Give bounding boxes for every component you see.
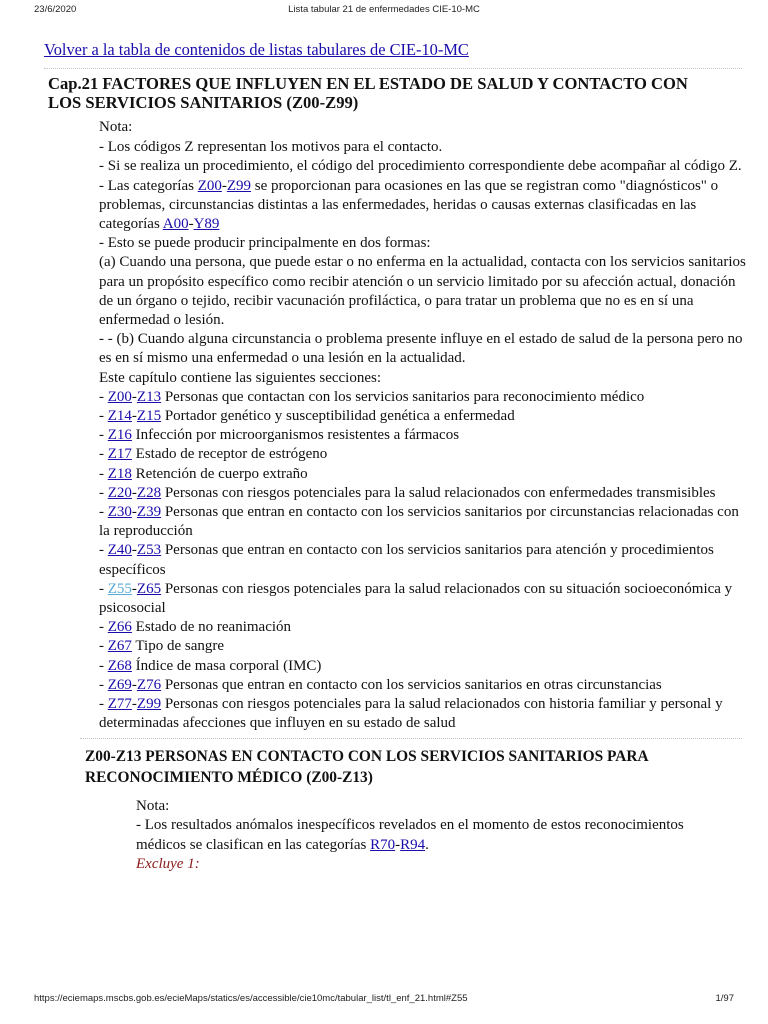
code-link[interactable]: Z20 (107, 484, 132, 501)
section-item: - Z00-Z13 Personas que contactan con los servicios sanitarios para reconocimiento médico (99, 388, 645, 405)
sections-list (99, 388, 749, 734)
section-item: - Z69-Z76 Personas que entran en contacto con los servicios sanitarios en otras circunstancias (99, 676, 662, 693)
section-item: - Z40-Z53 Personas que entran en contacto con los servicios sanitarios para atención y procedimientos específicos (99, 542, 714, 578)
excludes-label: Excluye 1: (136, 856, 200, 872)
code-link[interactable]: Z15 (136, 408, 162, 425)
code-link[interactable]: Z77 (107, 696, 132, 713)
code-link[interactable]: Z00 (197, 177, 222, 194)
note-line: (a) Cuando una persona, que puede estar o no enferma en la actualidad, contacta con los servicios sanitarios para un propósito específico como recibir atención o un servicio limitado por su afección actual, donación de un órgano o tejido, recibir vacunación profiláctica, o para tratar un problema que no es en sí una enfermedad o lesión. (99, 254, 746, 329)
code-link[interactable]: Z13 (136, 388, 162, 405)
code-link[interactable]: Z14 (107, 408, 132, 425)
print-url: https://eciemaps.mscbs.gob.es/ecieMaps/statics/es/accessible/cie10mc/tabular_list/tl_enf_21.html#Z55 (34, 993, 468, 1004)
note-line: - Esto se puede producir principalmente en dos formas: (99, 235, 431, 252)
section-text: Personas con riesgos potenciales para la salud relacionados con historia familiar y personal y determinadas afecciones que influyen en su estado de salud (99, 696, 723, 732)
section-text: Personas que entran en contacto con los servicios sanitarios para atención y procedimientos específicos (99, 542, 714, 578)
section-item: - Z16 Infección por microorganismos resistentes a fármacos (99, 427, 460, 444)
section-text: Retención de cuerpo extraño (135, 465, 308, 482)
section-text: Portador genético y susceptibilidad genética a enfermedad (164, 408, 515, 425)
section-text: Personas que entran en contacto con los servicios sanitarios por circunstancias relacionadas con la reproducción (99, 504, 739, 540)
code-link[interactable]: Z53 (136, 542, 162, 559)
page-number: 1/97 (715, 993, 734, 1004)
code-link[interactable]: Z16 (107, 427, 132, 444)
print-header (0, 4, 768, 18)
note-line: - Si se realiza un procedimiento, el código del procedimiento correspondiente debe acompañar al código Z. (99, 158, 742, 175)
divider (44, 68, 742, 69)
section-text: Personas con riesgos potenciales para la salud relacionados con enfermedades transmisibles (164, 484, 716, 501)
page-content (44, 40, 744, 875)
section-item: - Z68 Índice de masa corporal (IMC) (99, 657, 322, 674)
code-link[interactable]: Z99 (226, 177, 252, 194)
section-item: - Z18 Retención de cuerpo extraño (99, 465, 308, 482)
code-link[interactable]: R70 (370, 836, 396, 853)
section-item: - Z30-Z39 Personas que entran en contacto con los servicios sanitarios por circunstancias relacionadas con la reproducción (99, 504, 739, 540)
code-link[interactable]: Y89 (193, 216, 220, 233)
note-text: . (425, 836, 429, 853)
subsection-title: Z00-Z13 PERSONAS EN CONTACTO CON LOS SERVICIOS SANITARIOS PARA RECONOCIMIENTO MÉDICO (Z00-Z13) (85, 747, 648, 786)
section-text: Personas que contactan con los servicios sanitarios para reconocimiento médico (164, 388, 645, 405)
code-link[interactable]: Z66 (107, 619, 132, 636)
back-to-toc-link[interactable]: Volver a la tabla de contenidos de listas tabulares de CIE-10-MC (44, 40, 469, 59)
code-link[interactable]: Z39 (136, 504, 162, 521)
code-link[interactable]: Z30 (107, 504, 132, 521)
section-text: Personas con riesgos potenciales para la salud relacionados con su situación socioeconómica y psicosocial (99, 580, 733, 617)
note-text: - Las categorías (99, 177, 198, 194)
code-link[interactable]: Z68 (107, 657, 132, 674)
section-item: - Z66 Estado de no reanimación (99, 619, 292, 636)
section-text: Estado de no reanimación (135, 619, 292, 636)
section-item: - Z55-Z65 Personas con riesgos potenciales para la salud relacionados con su situación socioeconómica y psicosocial (99, 580, 733, 617)
section-item: - Z77-Z99 Personas con riesgos potenciales para la salud relacionados con historia familiar y personal y determinadas afecciones que influyen en su estado de salud (99, 696, 723, 732)
divider (80, 738, 742, 739)
section-text: Infección por microorganismos resistentes a fármacos (135, 427, 460, 444)
note-text: - Los resultados anómalos inespecíficos revelados en el momento de estos reconocimientos médicos se clasifican en las categorías (136, 817, 684, 853)
note-line: - Los resultados anómalos inespecíficos revelados en el momento de estos reconocimientos médicos se clasifican en las categorías R70-R94. (136, 817, 684, 853)
section-item: - Z17 Estado de receptor de estrógeno (99, 446, 328, 463)
note-text: se proporcionan para ocasiones en las que se registran como "diagnósticos" o problemas, circunstancias distintas a las enfermedades, heridas o causas externas clasificadas en las categorías (99, 177, 719, 233)
note-line: - - (b) Cuando alguna circunstancia o problema presente influye en el estado de salud de la persona pero no es en sí mismo una enfermedad o una lesión en la actualidad. (99, 331, 743, 367)
note-line: Este capítulo contiene las siguientes secciones: (99, 369, 381, 386)
section-text: Índice de masa corporal (IMC) (135, 657, 322, 674)
print-footer (0, 993, 768, 1007)
section-text: Personas que entran en contacto con los servicios sanitarios en otras circunstancias (164, 676, 662, 693)
code-link[interactable]: Z17 (107, 446, 132, 463)
code-link[interactable]: Z76 (136, 676, 162, 693)
note-label: Nota: (136, 797, 170, 814)
code-link[interactable]: Z40 (107, 542, 132, 559)
print-date: 23/6/2020 (34, 4, 77, 15)
code-link[interactable]: Z18 (107, 465, 132, 482)
code-link[interactable]: Z55 (107, 580, 132, 597)
code-link[interactable]: Z99 (136, 696, 162, 713)
section-text: Estado de receptor de estrógeno (135, 446, 328, 463)
section-item: - Z14-Z15 Portador genético y susceptibilidad genética a enfermedad (99, 408, 515, 425)
code-link[interactable]: Z69 (107, 676, 132, 693)
code-link[interactable]: R94 (400, 836, 426, 853)
code-link[interactable]: Z28 (136, 484, 162, 501)
note-line: - Los códigos Z representan los motivos para el contacto. (99, 139, 443, 156)
code-link[interactable]: Z00 (107, 388, 132, 405)
code-link[interactable]: Z67 (107, 638, 132, 655)
section-text: Tipo de sangre (135, 638, 225, 655)
code-link[interactable]: A00 (162, 216, 189, 233)
section-item: - Z20-Z28 Personas con riesgos potenciales para la salud relacionados con enfermedades transmisibles (99, 484, 716, 501)
chapter-title: Cap.21 FACTORES QUE INFLUYEN EN EL ESTADO DE SALUD Y CONTACTO CON LOS SERVICIOS SANITARIOS (Z00-Z99) (48, 74, 688, 112)
print-title: Lista tabular 21 de enfermedades CIE-10-MC (288, 4, 480, 15)
section-item: - Z67 Tipo de sangre (99, 638, 225, 655)
note-label: Nota: (99, 119, 133, 135)
subsection-note (136, 797, 736, 875)
chapter-note (99, 118, 749, 734)
note-line: - Las categorías Z00-Z99 se proporcionan para ocasiones en las que se registran como "diagnósticos" o problemas, circunstancias distintas a las enfermedades, heridas o causas externas clasificadas en las categorías A00-Y89 (99, 177, 719, 233)
code-link[interactable]: Z65 (136, 580, 162, 597)
